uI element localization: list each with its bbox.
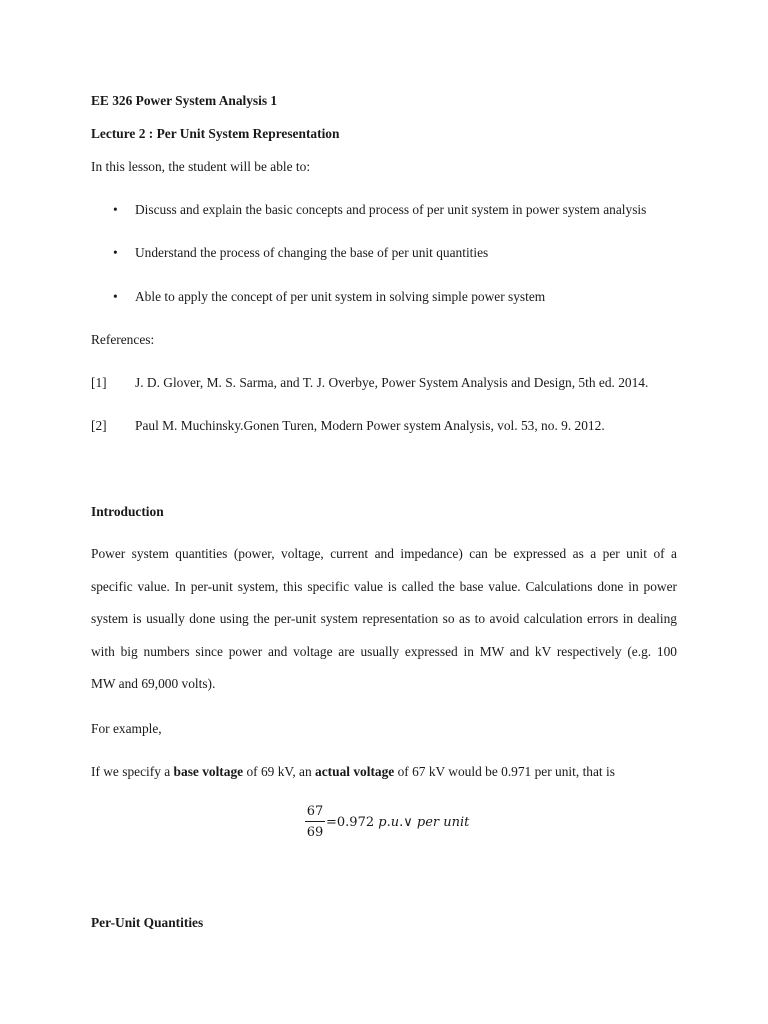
intro-paragraph <box>91 538 677 701</box>
objective-item: Discuss and explain the basic concepts and process of per unit system in power system analysis <box>135 202 647 217</box>
base-voltage-term: base voltage <box>173 764 244 779</box>
paragraph-line: MW and 69,000 volts). <box>91 676 216 692</box>
bullet-icon: • <box>113 289 118 304</box>
per-unit-heading: Per-Unit Quantities <box>91 915 204 930</box>
objective-item: Understand the process of changing the base of per unit quantities <box>135 245 489 260</box>
intro-line: In this lesson, the student will be able to: <box>91 159 311 174</box>
per-unit-formula <box>305 804 505 844</box>
sentence-text: of 69 kV, an <box>243 764 316 779</box>
fraction <box>305 804 325 840</box>
paragraph-line: with big numbers since power and voltage are usually expressed in MW and kV respectively (e.g. 100 <box>91 643 677 659</box>
objective-item: Able to apply the concept of per unit system in solving simple power system <box>135 289 546 304</box>
references-heading: References: <box>91 332 155 347</box>
formula-rhs <box>326 815 469 830</box>
reference-tag: [2] <box>91 418 107 433</box>
reference-tag: [1] <box>91 375 107 390</box>
or-symbol: ∨ <box>403 815 413 830</box>
course-title: EE 326 Power System Analysis 1 <box>91 93 278 108</box>
formula-symbol: p <box>378 815 387 830</box>
numerator: 67 <box>306 804 324 819</box>
sentence-text: If we specify a <box>91 764 174 779</box>
denominator: 69 <box>306 825 324 840</box>
bullet-icon: • <box>113 245 118 260</box>
formula-symbol: u <box>390 815 400 830</box>
formula-dot: . <box>386 815 391 830</box>
for-example-text: For example, <box>91 721 162 736</box>
formula-unit: per unit <box>412 815 470 830</box>
paragraph-line: specific value. In per-unit system, this specific value is called the base value. Calculations done in power <box>91 578 677 594</box>
formula-dot: . <box>399 815 404 830</box>
paragraph-line: system is usually done using the per-unit system representation so as to avoid calculation errors in dealing <box>91 611 677 627</box>
fraction-bar <box>305 821 325 822</box>
bullet-icon: • <box>113 202 118 217</box>
paragraph-line: Power system quantities (power, voltage, current and impedance) can be expressed as a per unit of a <box>91 546 677 561</box>
actual-voltage-term: actual voltage <box>315 764 395 779</box>
lecture-title: Lecture 2 : Per Unit System Representation <box>91 126 340 141</box>
example-sentence <box>91 764 615 780</box>
reference-text: Paul M. Muchinsky.Gonen Turen, Modern Power system Analysis, vol. 53, no. 9. 2012. <box>135 418 605 433</box>
reference-text: J. D. Glover, M. S. Sarma, and T. J. Overbye, Power System Analysis and Design, 5th ed. 2014. <box>135 375 649 390</box>
sentence-text: of 67 kV would be 0.971 per unit, that is <box>394 764 615 779</box>
formula-value: =0.972 <box>326 815 379 830</box>
introduction-heading: Introduction <box>91 504 164 519</box>
